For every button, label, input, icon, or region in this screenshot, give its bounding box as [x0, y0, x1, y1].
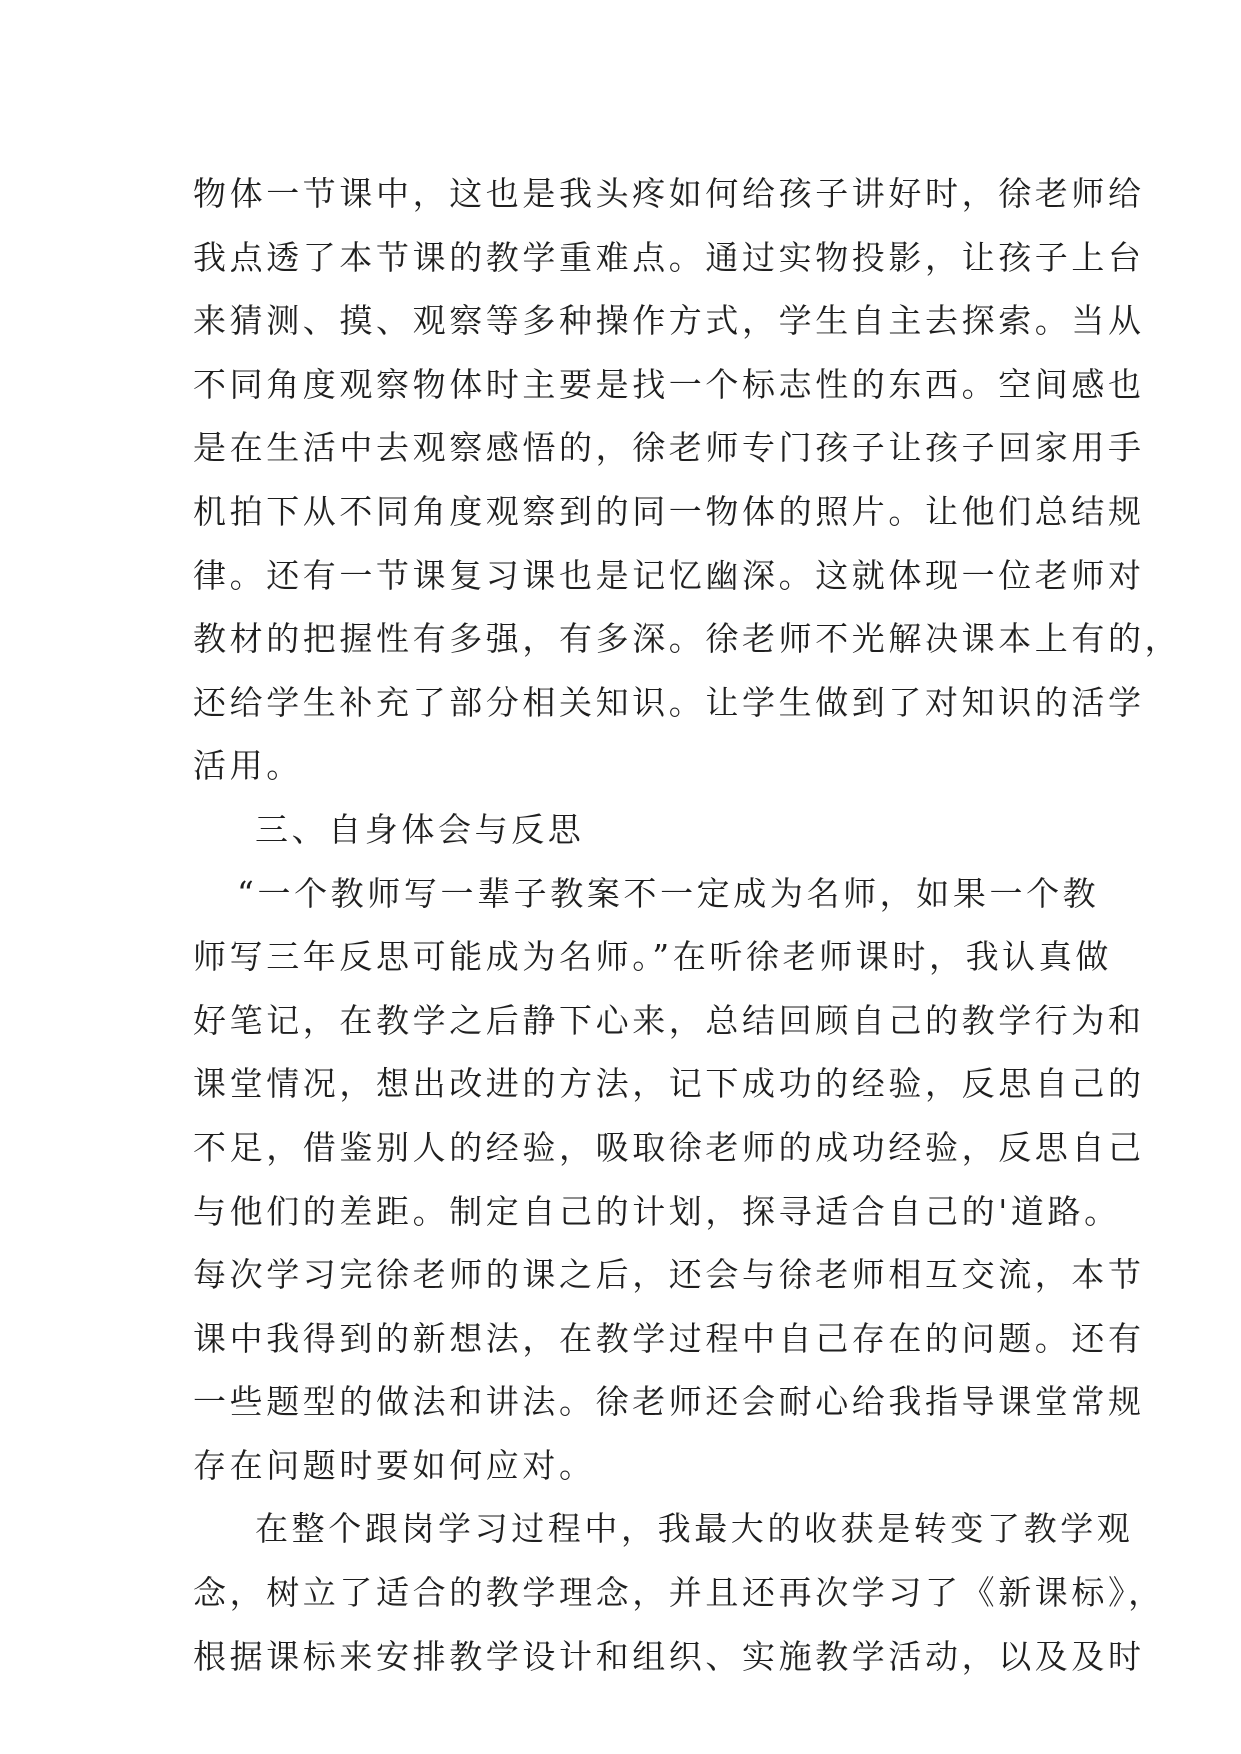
- text-line: 机拍下从不同角度观察到的同一物体的照片。让他们总结规: [193, 491, 1145, 531]
- text-line: 念，树立了适合的教学理念，并且还再次学习了《新课标》，: [193, 1573, 1165, 1613]
- text-line: 是在生活中去观察感悟的，徐老师专门孩子让孩子回家用手: [193, 428, 1145, 468]
- text-line: 来猜测、摸、观察等多种操作方式，学生自主去探索。当从: [193, 301, 1145, 341]
- text-line: 存在问题时要如何应对。: [193, 1445, 596, 1485]
- text-line: 每次学习完徐老师的课之后，还会与徐老师相互交流，本节: [193, 1255, 1145, 1295]
- text-line: 好笔记，在教学之后静下心来，总结回顾自己的教学行为和: [193, 1000, 1145, 1040]
- text-line: 律。还有一节课复习课也是记忆幽深。这就体现一位老师对: [193, 555, 1145, 595]
- text-line: 课堂情况，想出改进的方法，记下成功的经验，反思自己的: [193, 1064, 1145, 1104]
- text-line: 还给学生补充了部分相关知识。让学生做到了对知识的活学: [193, 682, 1145, 722]
- text-line: 物体一节课中，这也是我头疼如何给孩子讲好时，徐老师给: [193, 174, 1145, 213]
- section-heading: 三、自身体会与反思: [255, 809, 585, 849]
- text-line: 一些题型的做法和讲法。徐老师还会耐心给我指导课堂常规: [193, 1382, 1145, 1422]
- text-line: 师写三年反思可能成为名师。”在听徐老师课时，我认真做: [193, 937, 1112, 977]
- text-line: 教材的把握性有多强，有多深。徐老师不光解决课本上有的，: [193, 619, 1182, 659]
- text-line: 在整个跟岗学习过程中，我最大的收获是转变了教学观: [255, 1509, 1134, 1549]
- text-line: 与他们的差距。制定自己的计划，探寻适合自己的'道路。: [193, 1191, 1121, 1231]
- text-line: 我点透了本节课的教学重难点。通过实物投影，让孩子上台: [193, 237, 1145, 277]
- text-line: 课中我得到的新想法，在教学过程中自己存在的问题。还有: [193, 1318, 1145, 1358]
- text-line: 不同角度观察物体时主要是找一个标志性的东西。空间感也: [193, 364, 1145, 404]
- text-line: 活用。: [193, 746, 303, 786]
- text-line: 不足，借鉴别人的经验，吸取徐老师的成功经验，反思自己: [193, 1127, 1145, 1167]
- document-body: [193, 162, 1182, 1688]
- text-line: 根据课标来安排教学设计和组织、实施教学活动，以及及时: [193, 1636, 1145, 1676]
- text-line: “一个教师写一辈子教案不一定成为名师，如果一个教: [237, 873, 1100, 913]
